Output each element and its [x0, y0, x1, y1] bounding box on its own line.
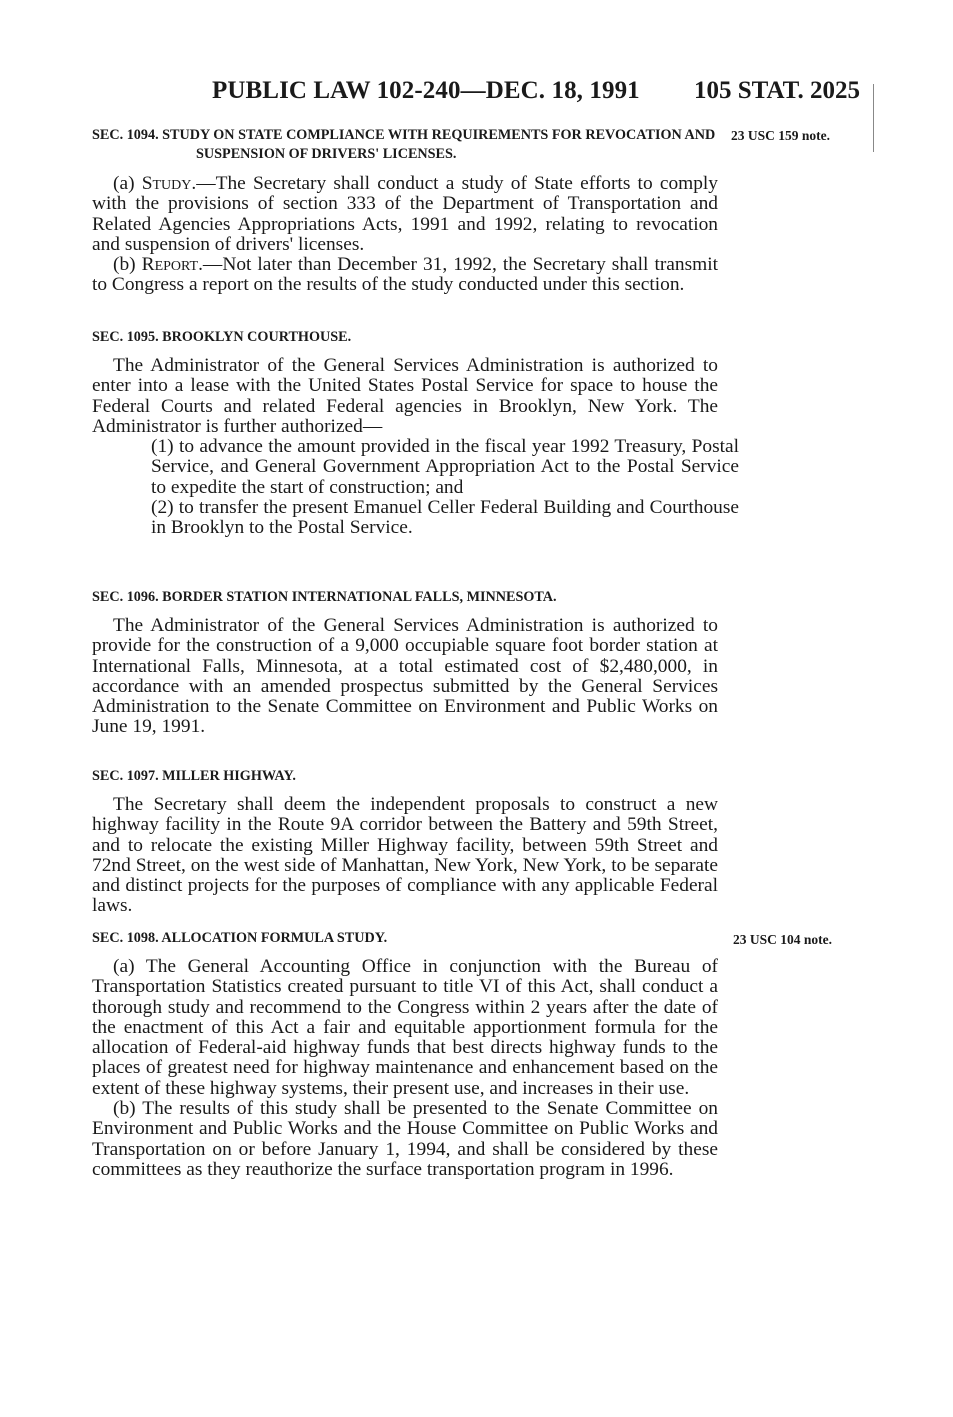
- item-2-text: (2) to transfer the present Emanuel Celler Federal Building and Courthouse in Brooklyn to the Postal Service.: [151, 497, 739, 539]
- section-1094-subsection-a: [92, 174, 718, 255]
- section-1098-heading: SEC. 1098. ALLOCATION FORMULA STUDY.: [92, 930, 388, 946]
- section-1095-intro: The Administrator of the General Services Administration is authorized to enter into a lease with the United States Postal Service for space to house the Federal Courts and related Federal agencies in Brooklyn, New York. The Administrator is further authorized—: [92, 355, 718, 437]
- section-1094: [92, 126, 718, 296]
- section-1096-text: The Administrator of the General Services Administration is authorized to provide for the construction of a 9,000 occupiable square foot border station at International Falls, Minnesota, at a total estimated cost of $2,480,000, in accordance with an amended prospectus submitted by the General Services Administration to the Senate Committee on Environment and Public Works on June 19, 1991.: [92, 615, 718, 738]
- section-1095-item-1: [92, 436, 739, 498]
- margin-note-1094: 23 USC 159 note.: [731, 128, 831, 143]
- section-1096: [92, 588, 718, 738]
- subsection-a-caption: Study: [141, 173, 192, 194]
- page-edge-line: [873, 84, 874, 152]
- section-1095-item-2: [92, 497, 739, 539]
- subsection-b-text: .—Not later than December 31, 1992, the Secretary shall transmit to Congress a report on the results of the study conducted under this section.: [92, 254, 718, 296]
- header-stat-citation: 105 STAT. 2025: [694, 77, 860, 104]
- header-title: PUBLIC LAW 102-240—DEC. 18, 1991: [212, 77, 640, 104]
- section-1095: [92, 328, 739, 539]
- section-1094-heading: SEC. 1094. STUDY ON STATE COMPLIANCE WITH REQUIREMENTS FOR REVOCATION AND SUSPENSION OF DRIVERS' LICENSES.: [92, 127, 716, 162]
- section-1098-subsection-b: (b) The results of this study shall be presented to the Senate Committee on Environment and Public Works and the House Committee on Public Works and Transportation on or before January 1, 1994, and shall be considered by these committees as they reauthorize the surface transportation program in 1996.: [92, 1098, 718, 1180]
- section-1095-heading: SEC. 1095. BROOKLYN COURTHOUSE.: [92, 329, 352, 345]
- margin-note-1098: 23 USC 104 note.: [733, 932, 833, 947]
- subsection-b-label: (b): [113, 254, 142, 276]
- section-1098-subsection-a: (a) The General Accounting Office in conjunction with the Bureau of Transportation Statistics created pursuant to title VI of this Act, shall conduct a thorough study and recommend to the Congress within 2 years after the date of the enactment of this Act a fair and equitable apportionment formula for the allocation of Federal-aid highway funds that best directs highway funds to the places of greatest need for highway maintenance and enhancement based on the extent of these highway systems, their present use, and increases in their use.: [92, 956, 718, 1099]
- section-1096-heading: SEC. 1096. BORDER STATION INTERNATIONAL FALLS, MINNESOTA.: [92, 589, 557, 605]
- item-1-text: (1) to advance the amount provided in the fiscal year 1992 Treasury, Postal Service, and General Government Appropriation Act to the Postal Service to expedite the start of construction; and: [151, 436, 739, 498]
- page-header: [92, 77, 860, 107]
- section-1097-text: The Secretary shall deem the independent proposals to construct a new highway facility in the Route 9A corridor between the Battery and 59th Street, and to relocate the existing Miller Highway facility, between 59th Street and 72nd Street, on the west side of Manhattan, New York, New York, to be separate and distinct projects for the purposes of compliance with any applicable Federal laws.: [92, 794, 718, 917]
- section-1094-subsection-b: [92, 255, 718, 296]
- subsection-a-label: (a): [113, 173, 142, 194]
- subsection-a-text: .—The Secretary shall conduct a study of State efforts to comply with the provisions of section 333 of the Department of Transportation and Related Agencies Appropriations Acts, 1991 and 1992, relating to revocation and suspension of drivers' licenses.: [92, 173, 718, 255]
- section-1097: [92, 767, 718, 917]
- section-1097-heading: SEC. 1097. MILLER HIGHWAY.: [92, 768, 296, 784]
- section-1098: [92, 929, 718, 1180]
- subsection-b-caption: Report: [141, 254, 199, 276]
